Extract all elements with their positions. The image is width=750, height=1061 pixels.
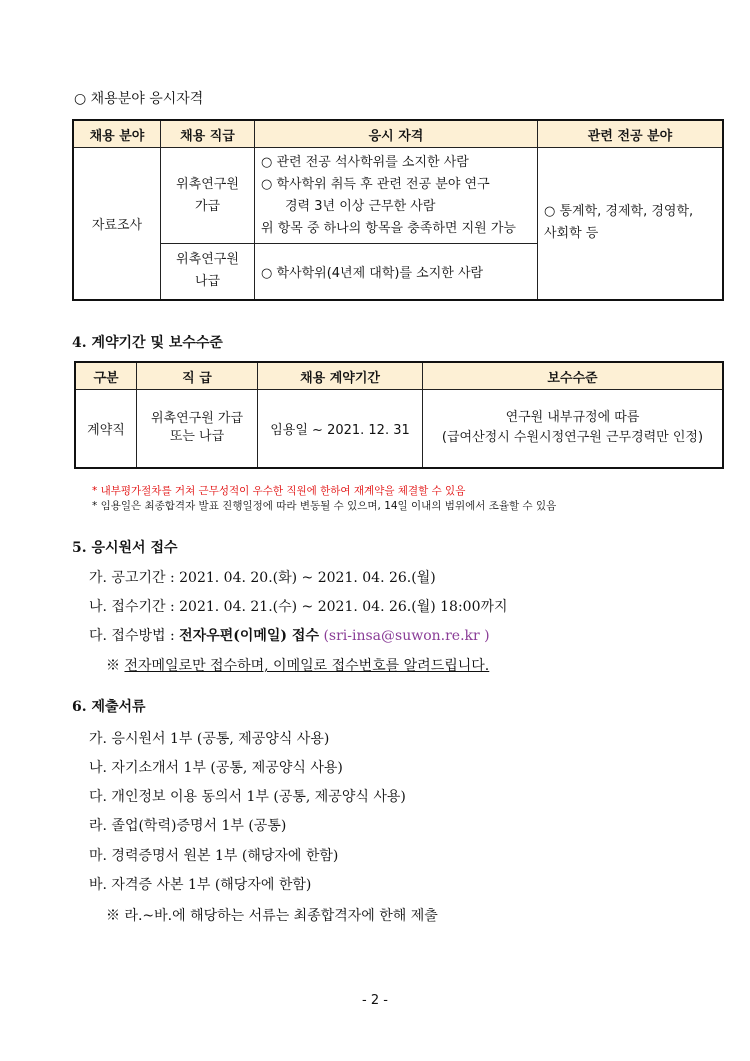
field-cell: 자료조사 [73,148,161,300]
col-header-field: 채용 분야 [73,120,161,148]
email-link[interactable]: (sri-insa@suwon.re.kr ) [323,628,490,644]
pay-line2: (급여산정시 수원시정연구원 근무경력만 인정) [441,430,704,446]
contract-table [74,361,724,469]
email-note [106,655,489,675]
document-item: 가. 응시원서 1부 (공통, 제공양식 사용) [89,731,330,747]
document-item: 라. 졸업(학력)증명서 1부 (공통) [89,818,287,834]
req-a-line1: ○ 관련 전공 석사학위를 소지한 사람 [261,154,469,170]
application-heading: 5. 응시원서 접수 [72,540,178,556]
qualification-table [72,119,724,301]
rank-b-line2: 나급 [194,274,221,290]
req-a-line4: 위 항목 중 하나의 항목을 충족하면 지원 가능 [261,220,516,236]
contract-rank-cell [137,390,258,468]
rank-a-line2: 가급 [194,198,221,214]
period-cell: 임용일 ~ 2021. 12. 31 [258,390,423,468]
page-number: - 2 - [362,993,388,1008]
rank-b-cell [161,244,255,300]
document-item: 바. 자격증 사본 1부 (해당자에 한함) [89,877,312,893]
req-a-line3: 경력 3년 이상 근무한 사람 [285,198,436,214]
documents-note: ※ 라.~바.에 해당하는 서류는 최종합격자에 한해 제출 [106,908,438,924]
document-item: 나. 자기소개서 1부 (공통, 제공양식 사용) [89,760,343,776]
col-header-rank: 직 급 [137,362,258,390]
contract-rank-line2: 또는 나급 [169,429,225,445]
col-header-rank: 채용 직급 [161,120,255,148]
rank-a-line1: 위촉연구원 [176,176,239,192]
col-header-type: 구분 [75,362,137,390]
major-line2: 사회학 등 [544,226,599,242]
method-value: 전자우편(이메일) 접수 [179,628,319,644]
type-cell: 계약직 [75,390,137,468]
major-line1: ○ 통계학, 경제학, 경영학, [544,204,694,220]
requirement-a-cell [255,148,538,244]
rank-b-line1: 위촉연구원 [176,252,239,268]
qualification-heading: ○ 채용분야 응시자격 [74,91,204,107]
col-header-major: 관련 전공 분야 [538,120,724,148]
pay-line1: 연구원 내부규정에 따름 [505,410,640,426]
col-header-period: 채용 계약기간 [258,362,423,390]
pay-cell [423,390,724,468]
email-note-text: 전자메일로만 접수하며, 이메일로 접수번호를 알려드립니다. [124,658,490,674]
documents-heading: 6. 제출서류 [72,699,146,715]
receipt-period: 나. 접수기간 : 2021. 04. 21.(수) ~ 2021. 04. 26.(월) 18:00까지 [89,599,508,615]
req-a-line2: ○ 학사학위 취득 후 관련 전공 분야 연구 [261,176,490,192]
contract-rank-line1: 위촉연구원 가급 [150,411,244,427]
rank-a-cell [161,148,255,244]
document-item: 마. 경력증명서 원본 1부 (해당자에 한함) [89,848,339,864]
requirement-b-cell: ○ 학사학위(4년제 대학)를 소지한 사람 [255,244,538,300]
document-item: 다. 개인정보 이용 동의서 1부 (공통, 제공양식 사용) [89,789,406,805]
major-cell [538,148,724,300]
reference-mark: ※ [106,658,125,674]
renewal-note: * 내부평가절차를 거쳐 근무성적이 우수한 직원에 한하여 재계약을 체결할 수 있음 [92,485,466,497]
contract-heading: 4. 계약기간 및 보수수준 [72,335,223,351]
notice-period: 가. 공고기간 : 2021. 04. 20.(화) ~ 2021. 04. 26.(월) [89,570,436,586]
method-label: 다. 접수방법 : [89,628,180,644]
col-header-requirement: 응시 자격 [255,120,538,148]
col-header-pay: 보수수준 [423,362,724,390]
receipt-method [89,625,490,645]
appointment-note: * 임용일은 최종합격자 발표 진행일정에 따라 변동될 수 있으며, 14일 이내의 범위에서 조율할 수 있음 [92,500,557,512]
